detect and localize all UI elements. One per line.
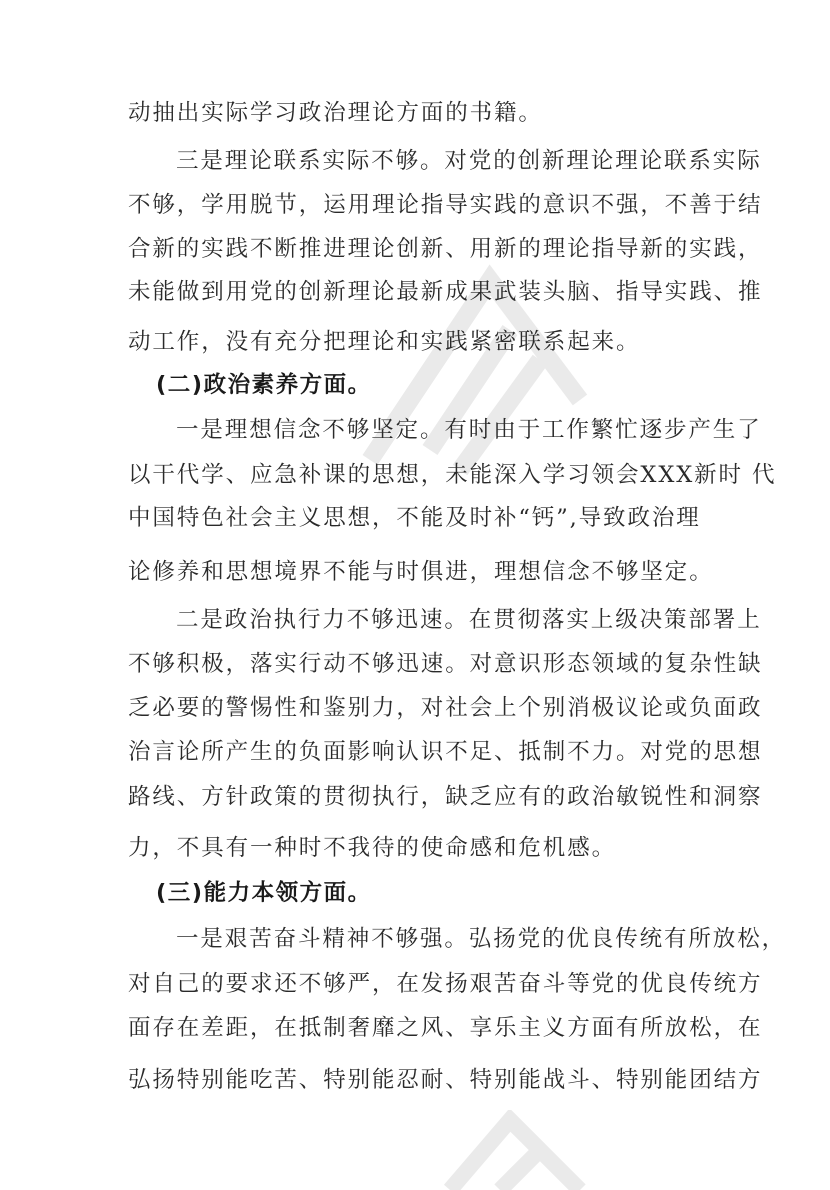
text-line: 不够积极，落实行动不够迅速。对意识形态领域的复杂性缺 [128,651,763,677]
text-line: 乏必要的警惕性和鉴别力，对社会上个别消极议论或负面政 [128,695,763,721]
text-line: 以干代学、应急补课的思想，未能深入学习领会XXX新时 代 [128,462,777,488]
text-line: 不够，学用脱节，运用理论指导实践的意识不强，不善于结 [128,192,763,218]
text-line: 动抽出实际学习政治理论方面的书籍。 [128,100,543,126]
text-line: 弘扬特别能吃苦、特别能忍耐、特别能战斗、特别能团结方 [128,1067,763,1093]
text-line: 对自己的要求还不够严，在发扬艰苦奋斗等党的优良传统方 [128,971,763,997]
text-line: 一是理想信念不够坚定。有时由于工作繁忙逐步产生了 [176,417,762,443]
text-line: 治言论所产生的负面影响认识不足、抵制不力。对党的思想 [128,739,763,765]
text-line: 三是理论联系实际不够。对党的创新理论理论联系实际 [176,148,762,174]
text-line: 未能做到用党的创新理论最新成果武装头脑、指导实践、推 [128,279,763,305]
text-line: 论修养和思想境界不能与时俱进，理想信念不够坚定。 [128,559,714,585]
section-heading: (三)能力本领方面。 [156,880,372,906]
text-line: 路线、方针政策的贯彻执行，缺乏应有的政治敏锐性和洞察 [128,784,763,810]
section-heading: (二)政治素养方面。 [156,372,372,398]
text-line: 一是艰苦奋斗精神不够强。弘扬党的优良传统有所放松， [176,926,787,952]
text-line: 合新的实践不断推进理论创新、用新的理论指导新的实践， [128,236,763,262]
watermark-logo-icon [430,1110,630,1190]
text-line: 二是政治执行力不够迅速。在贯彻落实上级决策部署上 [176,607,762,633]
text-line: 力，不具有一种时不我待的使命感和危机感。 [128,835,617,861]
text-line: 中国特色社会主义思想，不能及时补“钙”,导致政治理 [128,505,701,531]
text-line: 面存在差距，在抵制奢靡之风、享乐主义方面有所放松，在 [128,1015,763,1041]
text-line: 动工作，没有充分把理论和实践紧密联系起来。 [128,329,641,355]
